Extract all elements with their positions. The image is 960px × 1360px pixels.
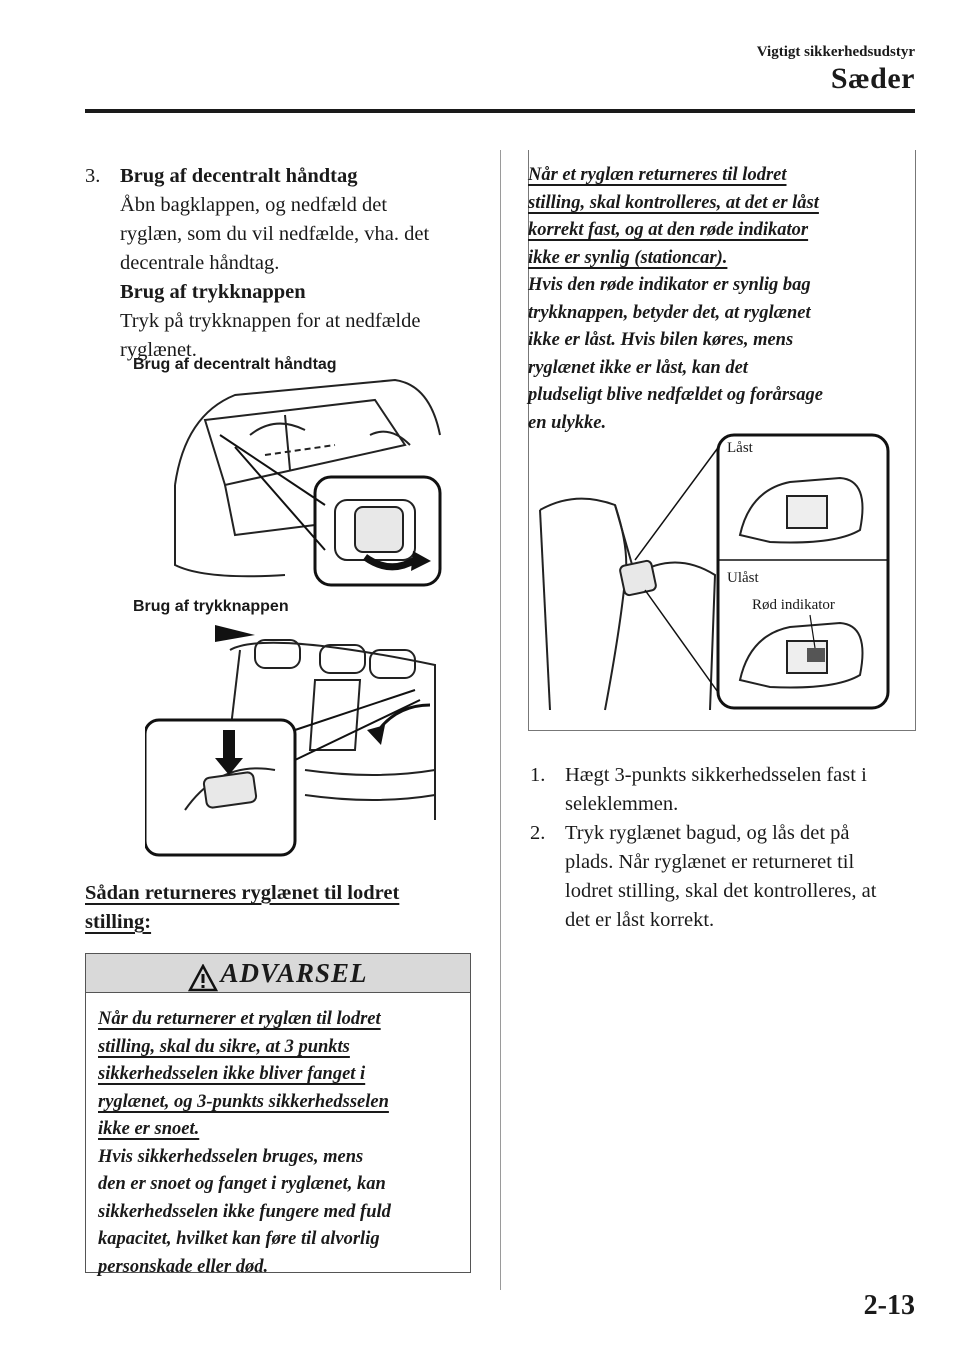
warning-continuation-text bbox=[528, 162, 908, 437]
list-text: Hægt 3-punkts sikkerhedsselen fast i bbox=[565, 764, 867, 786]
list-text: det er låst korrekt. bbox=[565, 909, 715, 931]
warning-header bbox=[86, 954, 470, 993]
warning-line: ikke er snoet. bbox=[98, 1119, 200, 1139]
note-line: ikke er synlig (stationcar). bbox=[528, 247, 728, 268]
list-text: seleklemmen. bbox=[565, 793, 679, 815]
figure-caption-remote-lever: Brug af decentralt håndtag bbox=[133, 356, 337, 373]
step-heading-push-button: Brug af trykknappen bbox=[120, 281, 306, 303]
warning-line: ryglænet, og 3-punkts sikkerhedsselen bbox=[98, 1091, 389, 1112]
section-label: Vigtigt sikkerhedsudstyr bbox=[756, 44, 915, 60]
list-text: plads. Når ryglænet er returneret til bbox=[565, 851, 855, 873]
list-text: lodret stilling, skal det kontrolleres, at bbox=[565, 880, 877, 902]
return-heading-line: stilling: bbox=[85, 911, 152, 933]
warning-line: kapacitet, hvilket kan føre til alvorlig bbox=[98, 1229, 380, 1249]
page-number: 2-13 bbox=[863, 1290, 915, 1321]
label-red-indicator: Rød indikator bbox=[752, 597, 835, 613]
note-line: Når et ryglæn returneres til lodret bbox=[528, 165, 787, 185]
lock-indicator-illustration bbox=[535, 430, 895, 715]
warning-triangle-icon bbox=[188, 964, 218, 992]
list-number: 2. bbox=[530, 822, 546, 844]
note-line: ryglænet ikke er låst, kan det bbox=[528, 357, 748, 378]
list-number: 1. bbox=[530, 764, 546, 786]
remote-lever-illustration bbox=[165, 375, 445, 590]
warning-title: ADVARSEL bbox=[220, 958, 368, 988]
return-heading bbox=[85, 879, 399, 937]
note-line: korrekt fast, og at den røde indikator bbox=[528, 220, 809, 240]
step-text: decentrale håndtag. bbox=[120, 252, 280, 274]
list-text: Tryk ryglænet bagud, og lås det på bbox=[565, 822, 850, 844]
step-text: Tryk på trykknappen for at nedfælde bbox=[120, 310, 421, 332]
note-line: en ulykke. bbox=[528, 412, 607, 433]
list-item bbox=[530, 761, 915, 819]
return-steps-list bbox=[530, 761, 915, 935]
warning-text bbox=[98, 1006, 463, 1281]
label-locked: Låst bbox=[727, 440, 753, 456]
step-number: 3. bbox=[85, 165, 101, 187]
figure-caption-push-button: Brug af trykknappen bbox=[133, 598, 289, 615]
label-unlocked: Ulåst bbox=[727, 570, 759, 586]
push-button-illustration bbox=[145, 620, 445, 860]
note-line: stilling, skal kontrolleres, at det er låst bbox=[528, 192, 819, 213]
warning-line: personskade eller død. bbox=[98, 1256, 269, 1277]
warning-box bbox=[85, 953, 471, 1277]
note-line: pludseligt blive nedfældet og forårsage bbox=[528, 385, 823, 405]
note-line: trykknappen, betyder det, at ryglænet bbox=[528, 302, 811, 323]
list-item bbox=[530, 819, 915, 935]
warning-line: sikkerhedsselen ikke bliver fanget i bbox=[98, 1064, 366, 1084]
warning-line: den er snoet og fanget i ryglænet, kan bbox=[98, 1174, 386, 1194]
step-text: ryglænet. bbox=[120, 339, 197, 361]
step-text: Åbn bagklappen, og nedfæld det bbox=[120, 194, 388, 216]
step-3 bbox=[85, 162, 485, 365]
warning-line: stilling, skal du sikre, at 3 punkts bbox=[98, 1036, 350, 1057]
section-title: Sæder bbox=[830, 62, 915, 95]
note-line: ikke er låst. Hvis bilen køres, mens bbox=[528, 330, 794, 350]
note-line: Hvis den røde indikator er synlig bag bbox=[528, 275, 811, 295]
return-heading-line: Sådan returneres ryglænet til lodret bbox=[85, 882, 400, 904]
column-divider bbox=[500, 150, 501, 1290]
warning-line: Når du returnerer et ryglæn til lodret bbox=[98, 1009, 381, 1029]
warning-line: sikkerhedsselen ikke fungere med fuld bbox=[98, 1201, 391, 1222]
header-rule bbox=[85, 109, 915, 113]
warning-line: Hvis sikkerhedsselen bruges, mens bbox=[98, 1146, 364, 1167]
step-heading-remote-lever: Brug af decentralt håndtag bbox=[120, 165, 358, 187]
step-text: ryglæn, som du vil nedfælde, vha. det bbox=[120, 223, 430, 245]
